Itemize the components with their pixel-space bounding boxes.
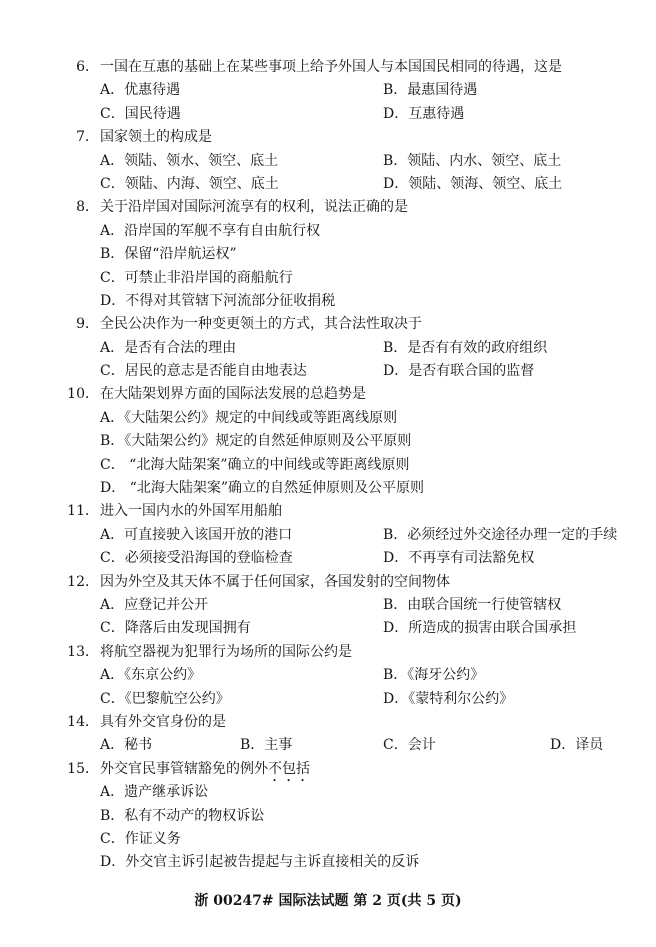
page-footer: 浙 00247# 国际法试题 第 2 页(共 5 页) [194,893,462,909]
option-text: 遗产继承诉讼 [124,784,209,801]
option-label: C． [100,269,125,286]
option-label: A． [100,222,125,239]
question-number: 14． [67,713,99,730]
option-c [100,688,230,711]
option-text: 应登记并公开 [124,596,209,613]
option-a [100,337,236,360]
question-stem: 关于沿岸国对国际河流享有的权利，说法正确的是 [100,199,408,216]
option-text: 降落后由发现国拥有 [124,620,251,637]
option-text: 是否有联合国的监督 [408,363,535,380]
option-text: 居民的意志是否能自由地表达 [124,363,307,380]
option-text: 作证义务 [124,830,181,847]
option-label: B． [383,82,408,99]
option-text: 是否有有效的政府组织 [407,339,548,356]
option-a [100,524,292,547]
options-row [0,851,656,874]
options-row [0,173,656,196]
question-number: 9． [76,316,99,333]
option-text: 领陆、领水、领空、底土 [124,152,279,169]
options-row [0,430,656,453]
option-text: 主事 [264,737,293,754]
option-label: C． [100,830,125,847]
option-text: 所造成的损害由联合国承担 [408,620,577,637]
option-c [100,360,307,383]
question-13 [0,641,656,664]
option-b [100,805,264,828]
option-label: A． [100,152,125,169]
option-label: C． [100,456,125,473]
option-label: D． [383,363,409,380]
question-stem: 因为外空及其天体不属于任何国家，各国发射的空间物体 [100,573,450,590]
option-b [383,150,561,173]
option-label: D． [550,737,576,754]
question-14 [0,711,656,734]
question-7 [0,126,656,149]
option-text: 沿岸国的军舰不享有自由航行权 [124,222,321,239]
option-b [383,594,561,617]
question-15 [0,758,656,781]
options-row [0,290,656,313]
option-d [383,617,576,640]
option-label: D． [383,690,409,707]
option-text: 可直接驶入该国开放的港口 [124,526,293,543]
question-11 [0,500,656,523]
question-number: 7． [76,129,99,146]
option-label: B． [383,339,408,356]
option-text: 领陆、领海、领空、底土 [408,175,563,192]
option-label: C． [100,690,125,707]
option-label: D． [100,480,126,497]
options-row [0,781,656,804]
options-row [0,360,656,383]
option-b [383,664,484,687]
options-row [0,454,656,477]
option-label: A． [100,667,125,684]
question-stem: 将航空器视为犯罪行为场所的国际公约是 [100,643,352,660]
option-label: D． [100,854,126,871]
options-row [0,805,656,828]
option-label: B． [100,433,125,450]
option-c [100,547,293,570]
question-number: 6． [76,59,99,75]
options-row [0,828,656,851]
option-d [383,360,534,383]
option-text: 私有不动产的物权诉讼 [124,807,265,824]
option-text: 优惠待遇 [124,82,181,99]
option-label: C． [100,620,125,637]
option-label: B． [240,737,265,754]
option-text: 译员 [575,737,604,754]
stem-text: 外交官民事管辖豁免的例外 [100,760,268,777]
option-d [100,851,419,874]
option-d [383,173,562,196]
option-text: 《海牙公约》 [407,667,485,684]
option-text: 领陆、内海、领空、底土 [124,175,279,192]
option-text: 必须经过外交途径办理一定的手续 [407,526,618,543]
option-a [100,781,208,804]
option-label: C． [100,105,125,122]
options-row [0,79,656,102]
option-text: 《东京公约》 [124,667,202,684]
question-12 [0,571,656,594]
option-c [100,454,409,477]
exam-page [0,56,656,875]
option-label: A． [100,784,125,801]
option-d [383,547,534,570]
options-row [0,617,656,640]
option-b [383,337,547,360]
question-number: 13． [67,643,99,660]
option-b [100,243,237,266]
question-9 [0,313,656,336]
options-row [0,103,656,126]
option-text: 由联合国统一行使管辖权 [407,596,562,613]
option-c [100,173,279,196]
option-text: 必须接受沿海国的登临检查 [124,550,293,567]
option-c [100,103,181,126]
option-a [100,150,278,173]
option-text: 外交官主诉引起被告提起与主诉直接相关的反诉 [125,854,420,871]
option-label: A． [100,409,125,426]
options-row [0,547,656,570]
option-label: C． [100,550,125,567]
option-label: D． [100,292,126,309]
option-a [100,220,320,243]
option-text: 秘书 [124,737,153,754]
question-number: 12． [67,573,99,590]
option-d [100,290,335,313]
option-label: C． [100,363,125,380]
option-label: A． [100,737,125,754]
options-row [0,688,656,711]
option-a [100,734,152,757]
option-label: B． [383,667,408,684]
option-label: A． [100,526,125,543]
option-label: C． [100,175,125,192]
option-b [100,430,411,453]
question-10 [0,383,656,406]
option-label: B． [383,152,408,169]
option-text: 保留“沿岸航运权” [124,246,237,263]
option-label: A． [100,82,125,99]
option-text: 可禁止非沿岸国的商船航行 [124,269,293,286]
option-label: D． [383,620,409,637]
options-row [0,243,656,266]
question-stem: 全民公决作为一种变更领土的方式，其合法性取决于 [100,316,422,333]
option-text: 最惠国待遇 [407,82,478,99]
option-label: B． [100,246,125,263]
option-a [100,79,180,102]
option-text: “北海大陆架案”确立的中间线或等距离线原则 [124,456,410,473]
option-text: 是否有合法的理由 [124,339,237,356]
option-b [240,734,292,757]
options-row [0,220,656,243]
options-row [0,734,656,757]
options-row [0,407,656,430]
option-text: 《巴黎航空公约》 [124,690,230,707]
option-b [383,524,617,547]
option-text: 不再享有司法豁免权 [408,550,535,567]
option-text: 领陆、内水、领空、底土 [407,152,562,169]
question-number: 8． [76,199,99,216]
option-c [100,617,251,640]
option-c [100,828,181,851]
options-row [0,524,656,547]
question-number: 15． [67,760,99,777]
option-label: A． [100,596,125,613]
option-label: D． [383,105,409,122]
option-text: 不得对其管辖下河流部分征收捐税 [125,292,336,309]
question-stem: 国家领土的构成是 [100,129,212,146]
option-c [383,734,436,757]
options-row [0,664,656,687]
option-label: C． [383,737,408,754]
option-text: 《蒙特利尔公约》 [408,690,514,707]
question-stem: 在大陆架划界方面的国际法发展的总趋势是 [100,386,366,403]
options-row [0,477,656,500]
option-text: “北海大陆架案”确立的自然延伸原则及公平原则 [125,480,424,497]
option-text: 国民待遇 [124,105,181,122]
option-label: D． [383,550,409,567]
option-text: 互惠待遇 [408,105,465,122]
option-d [383,688,513,711]
question-number: 11． [67,503,99,520]
option-label: B． [383,596,408,613]
option-text: 《大陆架公约》规定的中间线或等距离线原则 [124,409,398,426]
question-8 [0,196,656,219]
option-label: A． [100,339,125,356]
question-number: 10． [67,386,99,403]
stem-emphasis: 不包括 [268,760,310,777]
option-b [383,79,477,102]
option-label: B． [383,526,408,543]
question-stem: 进入一国内水的外国军用船舶 [100,503,282,520]
options-row [0,150,656,173]
option-text: 会计 [407,737,436,754]
option-a [100,594,208,617]
option-text: 《大陆架公约》规定的自然延伸原则及公平原则 [124,433,412,450]
option-d [100,477,424,500]
question-stem: 具有外交官身份的是 [100,713,226,730]
option-label: D． [383,175,409,192]
option-a [100,664,201,687]
question-stem: 一国在互惠的基础上在某些事项上给予外国人与本国国民相同的待遇，这是 [100,59,562,75]
option-d [383,103,464,126]
option-a [100,407,397,430]
option-c [100,267,293,290]
question-6 [0,56,656,79]
option-d [550,734,603,757]
option-label: B． [100,807,125,824]
options-row [0,337,656,360]
options-row [0,594,656,617]
options-row [0,267,656,290]
